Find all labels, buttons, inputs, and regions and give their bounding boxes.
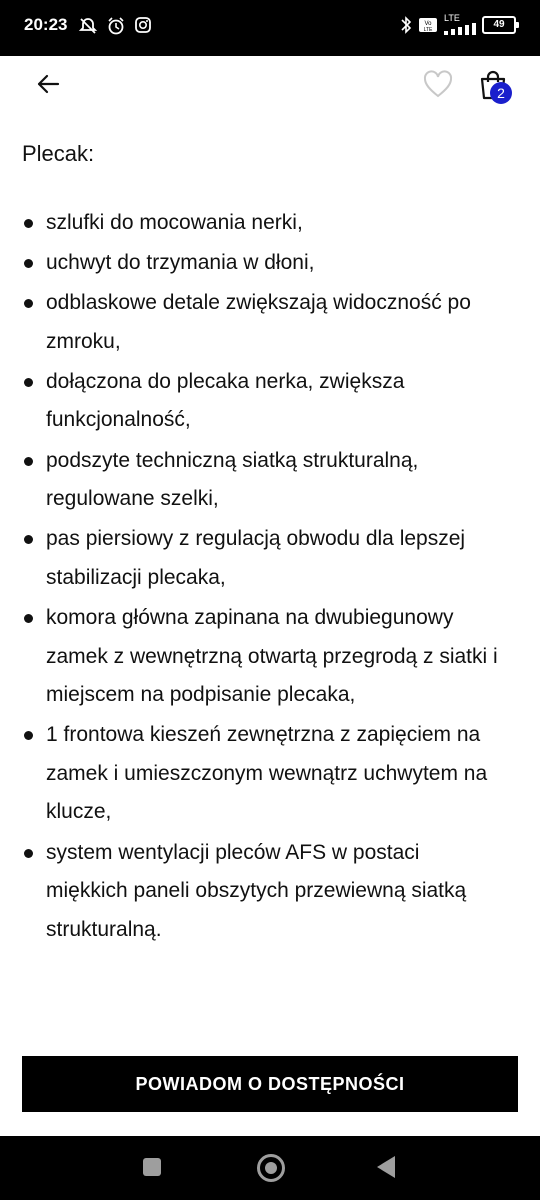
list-item: szlufki do mocowania nerki, <box>22 204 502 243</box>
status-time: 20:23 <box>24 15 68 34</box>
cart-count-badge: 2 <box>490 82 512 104</box>
status-bar <box>0 0 540 56</box>
svg-text:Vo: Vo <box>424 20 432 27</box>
signal-icon <box>444 23 476 35</box>
home-icon[interactable] <box>257 1154 285 1182</box>
status-right-icons <box>400 14 516 35</box>
list-item: odblaskowe detale zwiększają widoczność po zmroku, <box>22 284 502 361</box>
notify-availability-button[interactable]: POWIADOM O DOSTĘPNOŚCI <box>22 1056 518 1112</box>
list-item: pas piersiowy z regulacją obwodu dla lepszej stabilizacji plecaka, <box>22 520 502 597</box>
battery-icon: 49 <box>482 16 516 34</box>
list-item: dołączona do plecaka nerka, zwiększa funkcjonalność, <box>22 363 502 440</box>
recent-apps-icon[interactable] <box>143 1158 161 1176</box>
alarm-icon <box>106 16 126 36</box>
bluetooth-icon <box>400 15 412 35</box>
cart-button[interactable] <box>478 68 518 108</box>
back-triangle-icon[interactable] <box>377 1156 395 1178</box>
section-title: Plecak: <box>22 141 95 166</box>
list-item: komora główna zapinana na dwubiegunowy zamek z wewnętrzną otwartą przegrodą z siatki i miejscem na podpisanie plecaka, <box>22 599 502 715</box>
volte-icon <box>418 15 438 35</box>
list-item: podszyte techniczną siatką strukturalną, regulowane szelki, <box>22 442 502 519</box>
list-item: 1 frontowa kieszeń zewnętrzna z zapięciem na zamek i umieszczonym wewnątrz uchwytem na klucze, <box>22 716 502 832</box>
svg-text:LTE: LTE <box>423 26 433 33</box>
instagram-icon <box>134 16 152 34</box>
favorite-button[interactable] <box>423 70 453 100</box>
list-item: uchwyt do trzymania w dłoni, <box>22 244 502 283</box>
product-description <box>22 138 502 951</box>
arrow-left-icon <box>34 70 62 98</box>
app-header <box>0 56 540 116</box>
system-nav-bar <box>0 1136 540 1200</box>
back-button[interactable] <box>34 70 62 98</box>
signal-group <box>444 14 476 35</box>
lte-label: LTE <box>444 13 460 23</box>
feature-list <box>22 204 502 949</box>
status-left-icons <box>78 16 152 36</box>
heart-icon <box>423 70 453 100</box>
list-item: system wentylacji pleców AFS w postaci miękkich paneli obszytych przewiewną siatką strukturalną. <box>22 834 502 950</box>
mute-icon <box>78 16 98 36</box>
